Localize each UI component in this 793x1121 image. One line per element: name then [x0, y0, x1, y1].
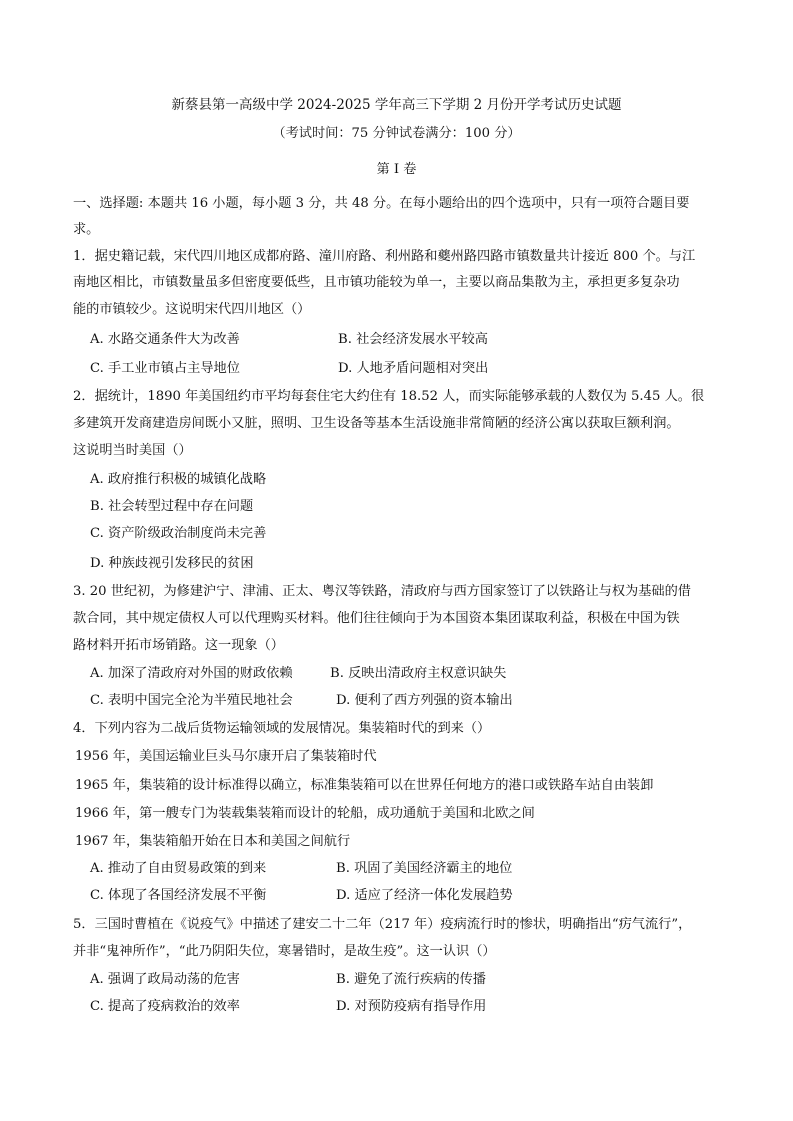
question-stem-line: 1．据史籍记载，宋代四川地区成都府路、潼川府路、利州路和夔州路四路市镇数量共计接近 800 个。与江: [73, 249, 696, 264]
option-c: C. 提高了疫病救治的效率: [90, 999, 240, 1014]
question-stem-line: 路材料开拓市场销路。这一现象（）: [73, 638, 284, 653]
option-d: D. 种族歧视引发移民的贫困: [90, 556, 254, 571]
question-stem-line: 款合同，其中规定债权人可以代理购买材料。他们往往倾向于为本国资本集团谋取利益，积极在中国为铁: [73, 611, 680, 626]
option-a: A. 强调了政局动荡的危害: [90, 972, 240, 987]
option-b: B. 巩固了美国经济霸主的地位: [336, 861, 513, 876]
option-a: A. 水路交通条件大为改善: [90, 332, 240, 347]
option-b: B. 社会经济发展水平较高: [338, 332, 488, 347]
question-stem-line: 南地区相比，市镇数量虽多但密度要低些，且市镇功能较为单一，主要以商品集散为主，承担更多复杂功: [73, 275, 680, 290]
exam-title: 新蔡县第一高级中学 2024-2025 学年高三下学期 2 月份开学考试历史试题: [171, 97, 622, 113]
option-d: D. 对预防疫病有指导作用: [336, 999, 487, 1014]
option-b: B. 反映出清政府主权意识缺失: [330, 666, 507, 681]
question-stem-line: 多建筑开发商建造房间既小又脏，照明、卫生设备等基本生活设施非常简陋的经济公寓以获取巨额利润。: [73, 416, 680, 431]
volume-label: 第 I 卷: [376, 162, 417, 177]
question-stem-line: 3. 20 世纪初，为修建沪宁、津浦、正太、粤汉等铁路，清政府与西方国家签订了以铁路让与权为基础的借: [73, 584, 691, 599]
option-b: B. 避免了流行疾病的传播: [336, 972, 486, 987]
question-stem-line: 2．据统计，1890 年美国纽约市平均每套住宅大约住有 18.52 人，而实际能够承载的人数仅为 5.45 人。很: [73, 389, 705, 404]
option-a: A. 政府推行积极的城镇化战略: [90, 472, 267, 487]
timeline-item: 1965 年，集装箱的设计标准得以确立，标准集装箱可以在世界任何地方的港口或铁路车站自由装卸: [75, 778, 654, 793]
timeline-item: 1956 年，美国运输业巨头马尔康开启了集装箱时代: [75, 749, 377, 764]
exam-subtitle: （考试时间：75 分钟试卷满分：100 分）: [272, 126, 521, 141]
timeline-item: 1967 年，集装箱船开始在日本和美国之间航行: [75, 834, 351, 849]
option-b: B. 社会转型过程中存在问题: [90, 499, 254, 514]
option-c: C. 资产阶级政治制度尚未完善: [90, 526, 267, 541]
option-c: C. 体现了各国经济发展不平衡: [90, 888, 267, 903]
option-c: C. 手工业市镇占主导地位: [90, 361, 240, 376]
instructions-line: 求。: [73, 222, 100, 237]
option-a: A. 推动了自由贸易政策的到来: [90, 861, 267, 876]
question-stem-line: 4．下列内容为二战后货物运输领域的发展情况。集装箱时代的到来（）: [73, 721, 491, 736]
question-stem-line: 并非“鬼神所作”，“此乃阴阳失位，寒暑错时，是故生疫”。这一认识（）: [73, 944, 496, 959]
option-d: D. 人地矛盾问题相对突出: [338, 361, 489, 376]
question-stem-line: 5．三国时曹植在《说疫气》中描述了建安二十二年（217 年）疫病流行时的惨状，明确指出“疠气流行”，: [73, 917, 692, 932]
option-a: A. 加深了清政府对外国的财政依赖: [90, 666, 293, 681]
timeline-item: 1966 年，第一艘专门为装载集装箱而设计的轮船，成功通航于美国和北欧之间: [75, 806, 535, 821]
option-c: C. 表明中国完全沦为半殖民地社会: [90, 693, 293, 708]
question-stem-line: 能的市镇较少。这说明宋代四川地区（）: [73, 302, 311, 317]
option-d: D. 适应了经济一体化发展趋势: [336, 888, 513, 903]
option-d: D. 便利了西方列强的资本输出: [336, 693, 513, 708]
instructions-line: 一、选择题: 本题共 16 小题，每小题 3 分，共 48 分。在每小题给出的四个选项中，只有一项符合题目要: [73, 196, 690, 211]
question-stem-line: 这说明当时美国（）: [73, 443, 192, 458]
